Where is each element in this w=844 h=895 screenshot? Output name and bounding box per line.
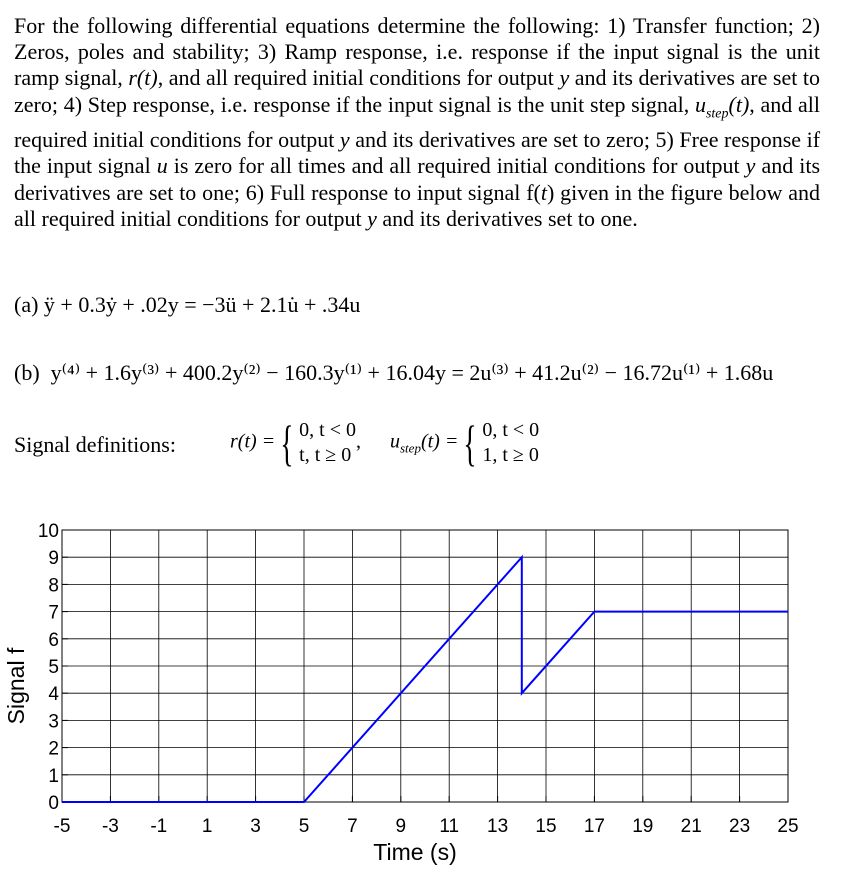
y-tick-label: 10 <box>37 521 59 542</box>
y-tick-label: 5 <box>48 657 59 678</box>
signal-definitions-label: Signal definitions: <box>14 432 176 457</box>
y-tick-label: 4 <box>48 684 59 706</box>
y-tick-labels <box>38 521 60 814</box>
x-tick-label: 17 <box>583 816 605 837</box>
x-tick-label: -3 <box>101 816 119 837</box>
y-tick-label: 8 <box>48 575 59 597</box>
equation-b-text: y⁽⁴⁾ + 1.6y⁽³⁾ + 400.2y⁽²⁾ − 160.3y⁽¹⁾ + 16.04y = 2u⁽³⁾ + 41.2u⁽²⁾ − 16.72u⁽¹⁾ + 1.68u <box>50 360 774 385</box>
x-tick-label: 11 <box>439 816 460 837</box>
x-tick-label: 7 <box>347 816 358 837</box>
y-tick-label: 3 <box>48 711 59 733</box>
y-tick-label: 9 <box>48 548 59 570</box>
y-tick-label: 0 <box>48 793 59 814</box>
y-axis-label: Signal f <box>3 647 29 725</box>
signal-chart <box>0 520 844 890</box>
equation-b-label: (b) <box>14 360 40 385</box>
x-tick-label: 13 <box>487 816 509 837</box>
x-tick-labels <box>54 816 799 837</box>
y-tick-label: 6 <box>48 629 59 651</box>
x-tick-label: 3 <box>250 816 261 837</box>
y-tick-label: 7 <box>48 602 59 624</box>
equation-b <box>14 360 773 386</box>
equation-a: (a) ÿ + 0.3ẏ + .02y = −3ü + 2.1u̇ + .34u <box>14 292 361 317</box>
step-definition: $u_{step}(t)$ = { 0, t < 0 1, t ≥ 0 <box>390 415 540 471</box>
y-tick-label: 1 <box>48 765 59 787</box>
x-tick-label: 23 <box>729 816 751 837</box>
x-tick-label: -1 <box>150 816 168 837</box>
series-line-f <box>62 557 788 802</box>
x-axis-label: Time (s) <box>373 839 457 865</box>
x-tick-label: 15 <box>535 816 557 837</box>
x-tick-label: -5 <box>53 816 71 837</box>
x-tick-label: 1 <box>201 816 213 837</box>
x-tick-label: 25 <box>777 816 799 837</box>
ramp-definition: r(t) = { 0, t < 0 t, t ≥ 0, <box>230 415 361 471</box>
problem-statement: For the following differential equations determine the following: 1) Transfer function; 2) Zeros, poles and stability; 3) Ramp response, i.e. response if the input signal is the unit ramp signal, r(t), and all required initial conditions for output y and its derivatives are set to zero; 4) Step response, i.e. response if the input signal is the unit step signal, $u_{step}(t)$, and all required initial conditions for output y and its derivatives are set to zero; 5) Free response if the input signal u is zero for all times and all required initial conditions for output y and its derivatives are set to one; 6) Full response to input signal f(t) given in the figure below and all required initial conditions for output y and its derivatives set to one. <box>14 13 821 231</box>
x-tick-label: 21 <box>680 816 702 837</box>
x-tick-label: 5 <box>298 816 310 837</box>
x-tick-label: 19 <box>632 816 654 837</box>
y-tick-label: 2 <box>48 738 59 760</box>
x-tick-label: 9 <box>395 816 407 837</box>
